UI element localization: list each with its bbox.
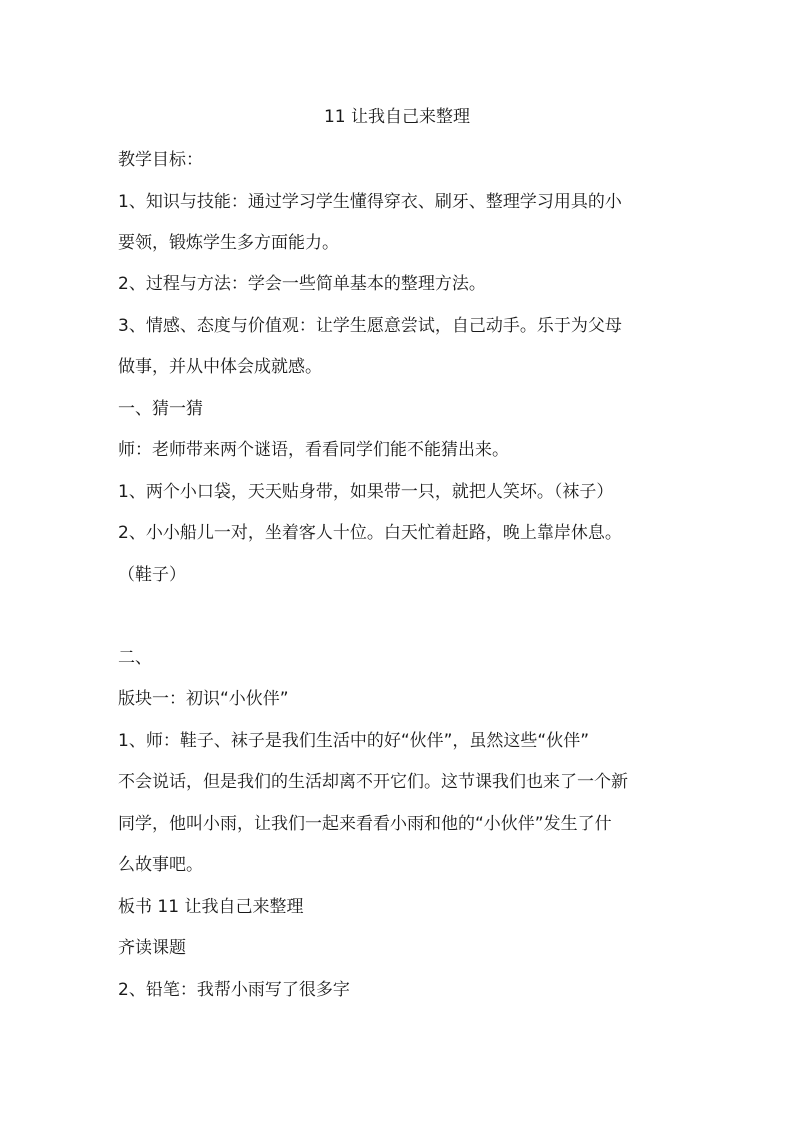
paragraph-line: 1、知识与技能：通过学习学生懂得穿衣、刷牙、整理学习用具的小 — [118, 192, 622, 212]
paragraph-line: 么故事吧。 — [118, 855, 203, 875]
section-heading-guess: 一、猜一猜 — [118, 399, 203, 419]
page-title: 11 让我自己来整理 — [323, 107, 471, 127]
paragraph-line: 2、铅笔：我帮小雨写了很多字 — [118, 980, 350, 1000]
riddle-answer: （鞋子） — [118, 565, 186, 585]
board-writing: 板书 11 让我自己来整理 — [118, 897, 304, 917]
paragraph-line: 3、情感、态度与价值观：让学生愿意尝试，自己动手。乐于为父母 — [118, 316, 622, 336]
paragraph-line: 2、过程与方法：学会一些简单基本的整理方法。 — [118, 274, 486, 294]
paragraph-line: 要领，锻炼学生多方面能力。 — [118, 233, 339, 253]
riddle-line: 2、小小船儿一对，坐着客人十位。白天忙着赶路，晚上靠岸休息。 — [118, 523, 622, 543]
section-heading-objectives: 教学目标： — [118, 150, 203, 170]
paragraph-line: 齐读课题 — [118, 938, 186, 958]
paragraph-line: 1、师：鞋子、袜子是我们生活中的好“伙伴”，虽然这些“伙伴” — [118, 731, 590, 751]
paragraph-line: 师：老师带来两个谜语，看看同学们能不能猜出来。 — [118, 440, 509, 460]
paragraph-line: 同学，他叫小雨，让我们一起来看看小雨和他的“小伙伴”发生了什 — [118, 814, 612, 834]
riddle-line: 1、两个小口袋，天天贴身带，如果带一只，就把人笑坏。（袜子） — [118, 482, 614, 502]
paragraph-line: 不会说话，但是我们的生活却离不开它们。这节课我们也来了一个新 — [118, 772, 628, 792]
section-heading-two: 二、 — [118, 648, 152, 668]
paragraph-line: 做事，并从中体会成就感。 — [118, 357, 322, 377]
block-heading: 版块一：初识“小伙伴” — [118, 689, 289, 709]
